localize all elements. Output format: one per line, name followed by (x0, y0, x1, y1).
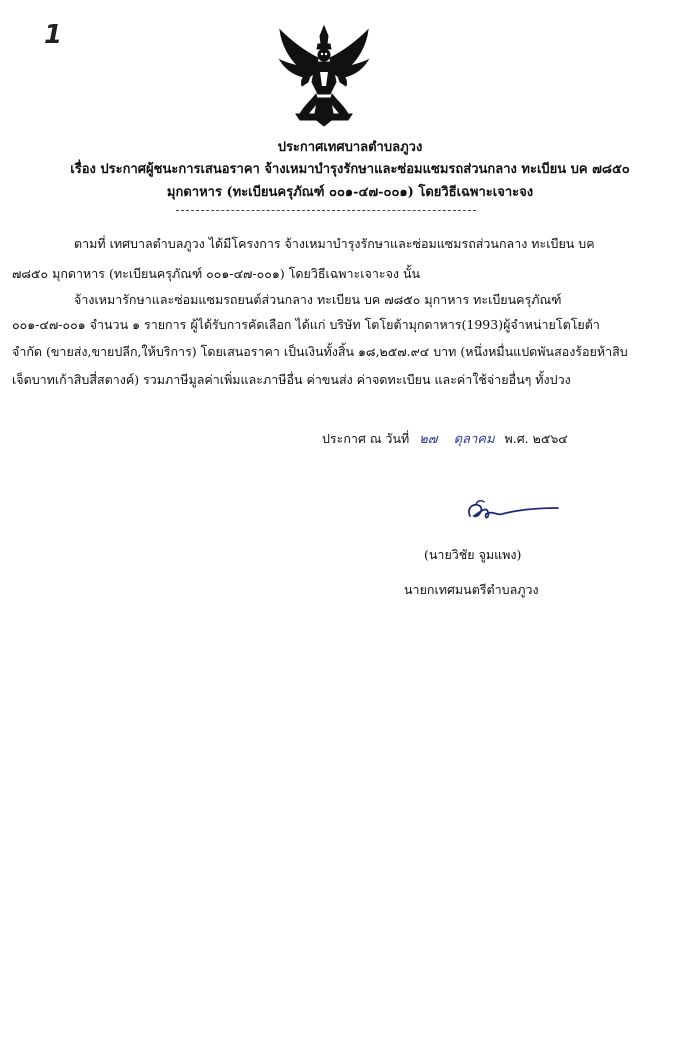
page-number: 1 (44, 20, 63, 50)
date-year: พ.ศ. ๒๕๖๔ (504, 431, 568, 446)
paragraph-2-line-3: จำกัด (ขายส่ง,ขายปลีก,ให้บริการ) โดยเสนอราคา เป็นเงินทั้งสิ้น ๑๘,๒๕๗.๙๔ บาท (หนึ่งหมื่นแปดพันสองร้อยห้าสิบ (12, 344, 628, 359)
date-day: ๒๗ (419, 432, 438, 447)
header-divider (176, 210, 476, 211)
signer-name: (นายวิชัย จูมแพง) (424, 547, 522, 562)
subject-line: เรื่อง ประกาศผู้ชนะการเสนอราคา จ้างเหมาบำรุงรักษาและซ่อมแซมรถส่วนกลาง ทะเบียน บค ๗๘๕๐ (70, 162, 630, 177)
paragraph-1-line-1: ตามที่ เทศบาลตำบลภูวง ได้มีโครงการ จ้างเหมาบำรุงรักษาและซ่อมแซมรถส่วนกลาง ทะเบียน บค (74, 236, 595, 251)
date-month: ตุลาคม (453, 432, 495, 447)
garuda-emblem-icon (274, 22, 374, 130)
paragraph-2-line-2: ๐๐๑-๔๗-๐๐๑ จำนวน ๑ รายการ ผู้ได้รับการคัดเลือก ได้แก่ บริษัท โตโยต้ามุกดาหาร(1993)ผู้จำหน่ายโตโยต้า (12, 317, 600, 332)
paragraph-1-line-2: ๗๘๕๐ มุกดาหาร (ทะเบียนครุภัณฑ์ ๐๐๑-๔๗-๐๐๑) โดยวิธีเฉพาะเจาะจง นั้น (12, 266, 421, 281)
signer-position: นายกเทศมนตรีตำบลภูวง (404, 582, 539, 597)
date-prefix: ประกาศ ณ วันที่ (322, 431, 410, 446)
announcement-title: ประกาศเทศบาลตำบลภูวง (277, 140, 423, 155)
announcement-date (322, 428, 568, 449)
handwritten-signature-icon (462, 494, 562, 528)
paragraph-2-line-4: เจ็ดบาทเก้าสิบสี่สตางค์) รวมภาษีมูลค่าเพิ่มและภาษีอื่น ค่าขนส่ง ค่าจดทะเบียน และค่าใช้จ่ายอื่นๆ ทั้งปวง (12, 372, 571, 387)
paragraph-2-line-1: จ้างเหมารักษาและซ่อมแซมรถยนต์ส่วนกลาง ทะเบียน บค ๗๘๕๐ มุกาหาร ทะเบียนครุภัณฑ์ (74, 292, 562, 307)
subject-line-continued: มุกดาหาร (ทะเบียนครุภัณฑ์ ๐๐๑-๔๗-๐๐๑) โดยวิธีเฉพาะเจาะจง (166, 185, 534, 200)
